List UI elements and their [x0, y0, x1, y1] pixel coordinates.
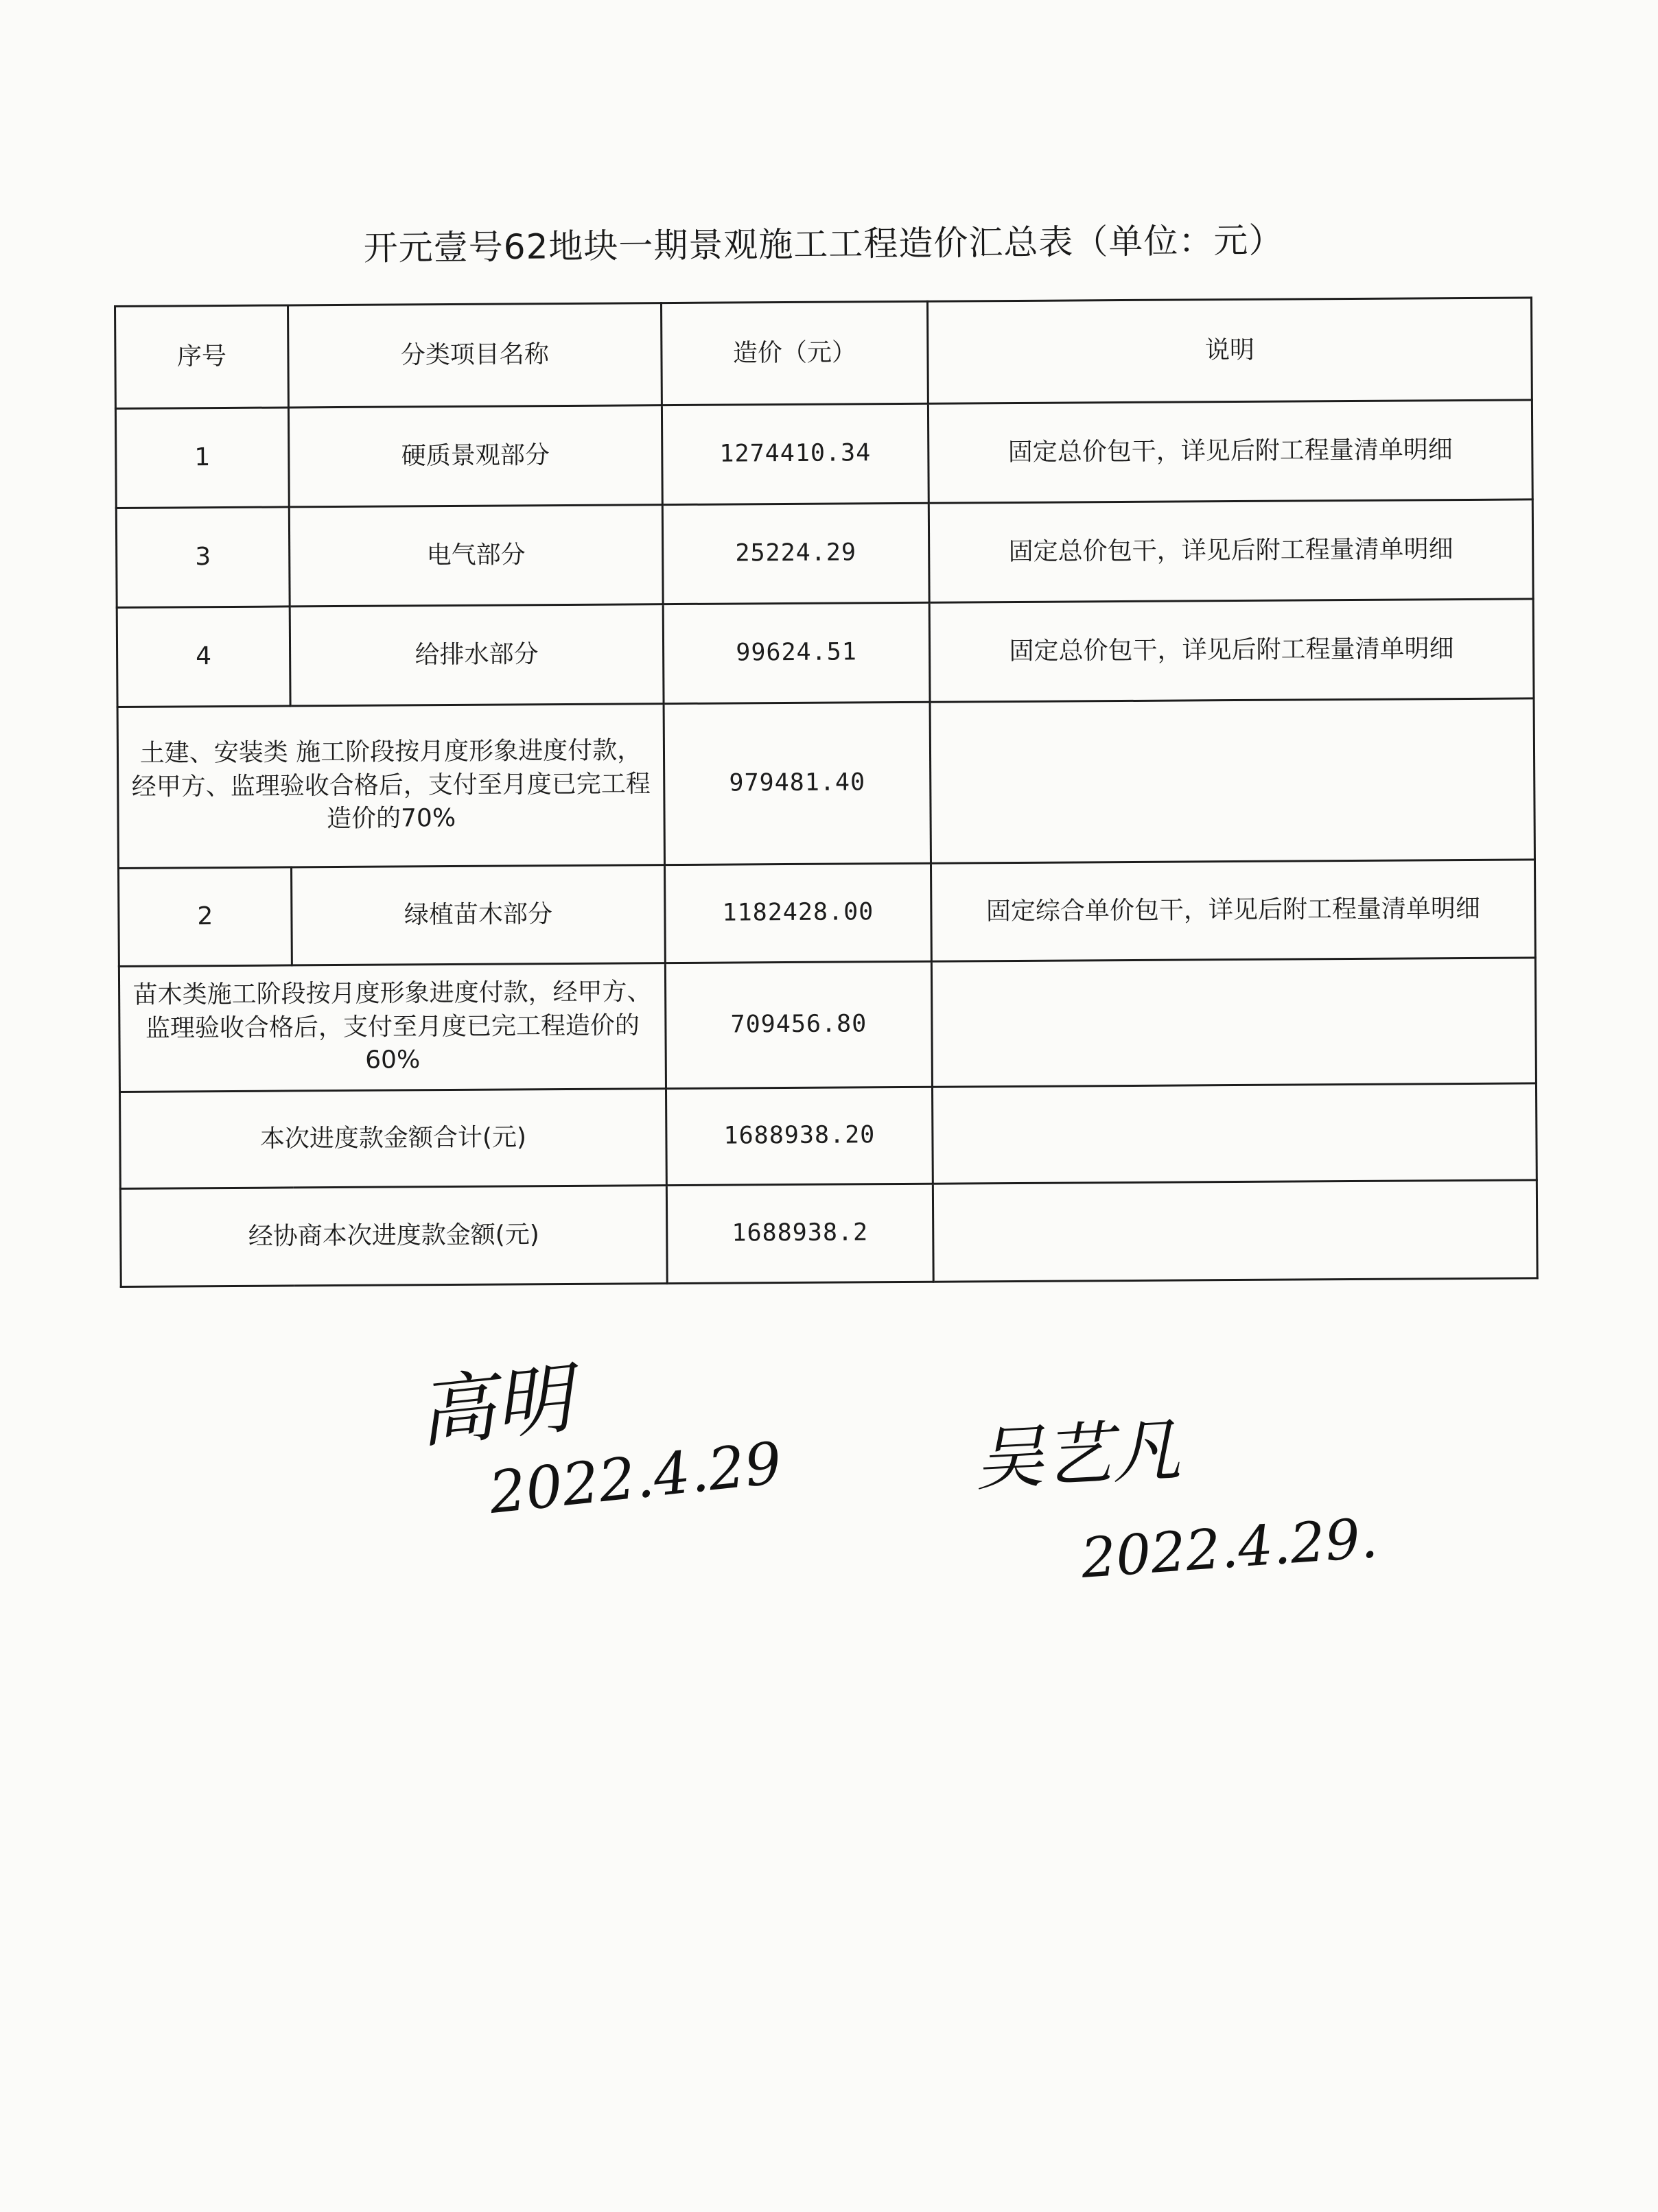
row-name: 电气部分 — [289, 505, 663, 607]
total-cost: 1688938.20 — [666, 1087, 933, 1185]
negotiated-row — [120, 1180, 1537, 1287]
row-cost: 25224.29 — [662, 503, 929, 604]
nursery-payment-row — [119, 958, 1536, 1092]
row-name: 给排水部分 — [290, 604, 664, 706]
signature-right-date: 2022.4.29. — [1079, 1506, 1380, 1590]
civil-payment-label: 土建、安装类 施工阶段按月度形象进度付款，经甲方、监理验收合格后，支付至月度已完工程造价的70% — [117, 704, 664, 869]
row-no: 4 — [117, 607, 290, 707]
row-cost: 1274410.34 — [662, 403, 929, 504]
total-row — [120, 1083, 1537, 1189]
negotiated-label: 经协商本次进度款金额(元) — [120, 1186, 667, 1287]
negotiated-cost: 1688938.2 — [666, 1184, 933, 1283]
row-no: 1 — [115, 408, 289, 508]
row-note: 固定总价包干，详见后附工程量清单明细 — [928, 400, 1532, 503]
row-cost: 1182428.00 — [664, 863, 931, 963]
row-name: 绿植苗木部分 — [292, 865, 666, 965]
cost-summary-table-wrapper — [114, 296, 1537, 1288]
header-cost: 造价（元） — [661, 301, 928, 405]
row-name: 硬质景观部分 — [288, 405, 662, 507]
table-header-row — [115, 298, 1532, 409]
table-row — [115, 400, 1532, 508]
table-row — [116, 499, 1533, 608]
table-row — [119, 860, 1536, 967]
header-no: 序号 — [115, 305, 289, 409]
signature-left-name: 高明 — [413, 1354, 576, 1459]
row-note: 固定总价包干，详见后附工程量清单明细 — [929, 599, 1534, 702]
signature-right-name: 吴艺凡 — [972, 1409, 1183, 1501]
row-no: 2 — [119, 867, 292, 967]
table-row — [117, 599, 1534, 707]
document-title: 开元壹号62地块一期景观施工工程造价汇总表（单位：元） — [363, 220, 1284, 268]
nursery-payment-label: 苗木类施工阶段按月度形象进度付款，经甲方、监理验收合格后，支付至月度已完工程造价的60% — [119, 963, 666, 1092]
cost-summary-table — [114, 296, 1539, 1288]
civil-payment-note — [930, 698, 1534, 863]
signature-left-date: 2022.4.29 — [486, 1428, 785, 1527]
header-note: 说明 — [927, 298, 1532, 403]
header-name: 分类项目名称 — [288, 303, 662, 408]
nursery-payment-cost: 709456.80 — [665, 961, 932, 1088]
civil-payment-cost: 979481.40 — [664, 702, 931, 864]
nursery-payment-note — [931, 958, 1536, 1087]
row-note: 固定综合单价包干，详见后附工程量清单明细 — [931, 860, 1535, 961]
negotiated-note — [933, 1180, 1537, 1282]
row-note: 固定总价包干，详见后附工程量清单明细 — [929, 499, 1533, 602]
civil-payment-row — [117, 698, 1534, 869]
row-cost: 99624.51 — [663, 602, 930, 703]
row-no: 3 — [116, 507, 290, 608]
total-label: 本次进度款金额合计(元) — [120, 1089, 667, 1189]
total-note — [932, 1083, 1537, 1184]
